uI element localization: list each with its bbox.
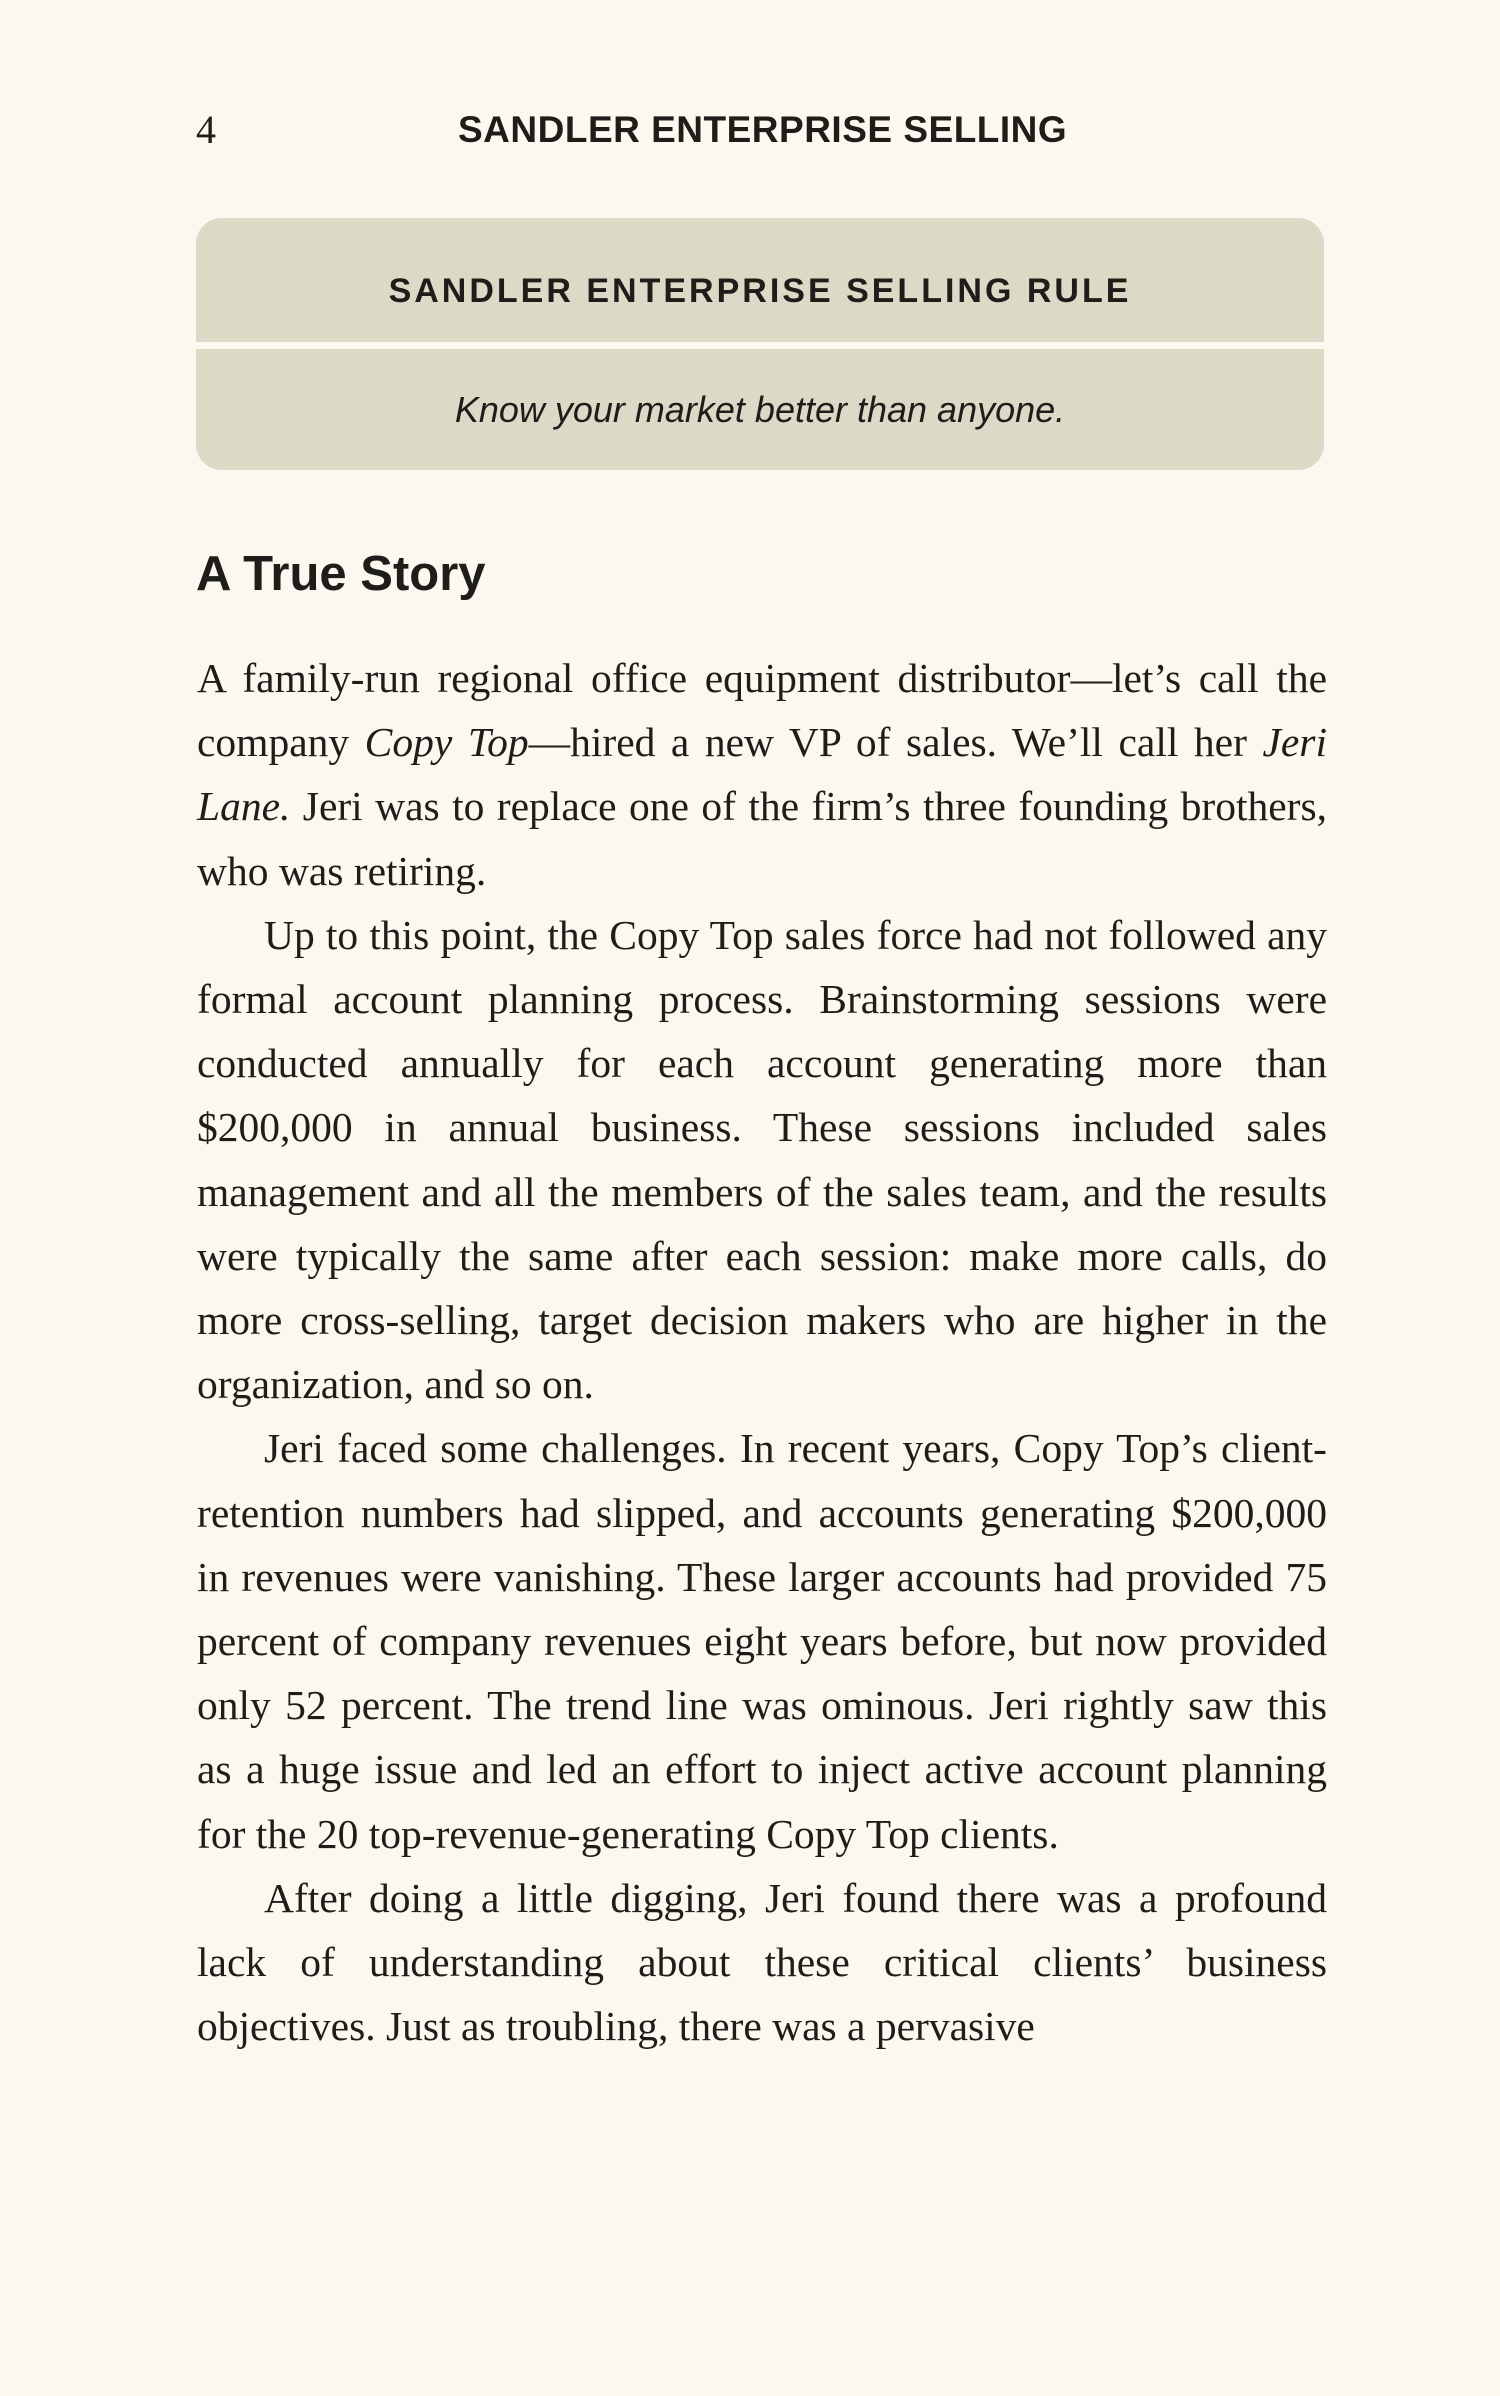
running-head [196, 100, 1326, 160]
rule-text: Know your market better than anyone. [454, 389, 1066, 430]
body-text [197, 646, 1327, 2058]
person-name: Jeri Lane. [197, 719, 1327, 830]
rule-divider [196, 342, 1324, 349]
rule-title: SANDLER ENTERPRISE SELLING RULE [388, 272, 1132, 310]
running-title: SANDLER ENTERPRISE SELLING [458, 109, 1068, 150]
rule-callout-box [196, 218, 1324, 470]
paragraph-2: Up to this point, the Copy Top sales force had not followed any formal account planning process. Brainstorming sessions were conducted annually for each account generating more than $200,000 in annual business. These sessions included sales management and all the members of the sales team, and the results were typically the same after each session: make more calls, do more cross-selling, target decision makers who are higher in the organization, and so on. [197, 911, 1327, 1408]
paragraph-1-text-a: A family-run regional office equipment distributor—let’s call the company [197, 655, 1327, 766]
paragraph-1-text-c: Jeri was to replace one of the firm’s three founding brothers, who was retiring. [197, 783, 1327, 894]
section-heading: A True Story [196, 547, 486, 601]
paragraph-1 [197, 646, 1327, 903]
page-number: 4 [196, 107, 216, 152]
company-name: Copy Top [364, 719, 529, 766]
paragraph-1-text-b: —hired a new VP of sales. We’ll call her [528, 719, 1263, 766]
paragraph-3: Jeri faced some challenges. In recent years, Copy Top’s client-retention numbers had slipped, and accounts generating $200,000 in revenues were vanishing. These larger accounts had provided 75 percent of company revenues eight years before, but now provided only 52 percent. The trend line was ominous. Jeri rightly saw this as a huge issue and led an effort to inject active account planning for the 20 top-revenue-generating Copy Top clients. [197, 1425, 1327, 1857]
paragraph-4: After doing a little digging, Jeri found there was a profound lack of understanding about these critical clients’ business objectives. Just as troubling, there was a pervasive [197, 1874, 1327, 2050]
